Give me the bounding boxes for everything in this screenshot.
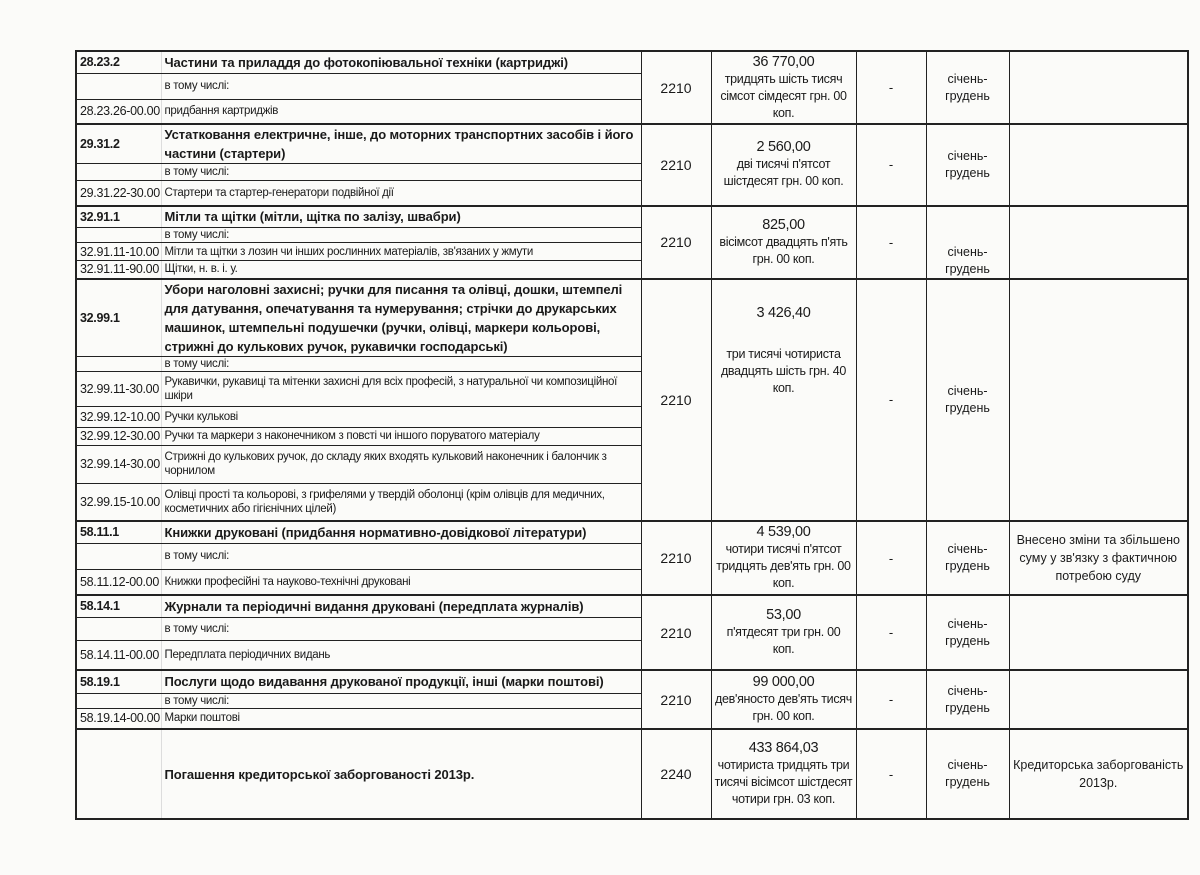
item-code: 32.91.1: [76, 206, 161, 228]
table-group-header-row: [76, 124, 1188, 164]
kekv-code: 2210: [641, 279, 711, 522]
item-description: в тому числі:: [161, 164, 641, 181]
table-group-header-row: [76, 206, 1188, 228]
kekv-code: 2210: [641, 124, 711, 206]
amount-cell: [711, 51, 856, 124]
amount-value: 2 560,00: [756, 139, 811, 156]
table-group-header-row: [76, 729, 1188, 819]
item-description: в тому числі:: [161, 356, 641, 371]
item-code: 58.19.1: [76, 670, 161, 693]
kekv-code: 2210: [641, 206, 711, 279]
note-cell: Внесено зміни та збільшено суму у зв'язку з фактичною потребою суду: [1009, 521, 1188, 595]
amount-in-words: п'ятдесят три грн. 00 коп.: [726, 625, 841, 656]
item-description: Стрижні до кулькових ручок, до складу яких входять кульковий наконечник і балончик з чорнилом: [161, 445, 641, 483]
item-code: [76, 356, 161, 371]
procedure-dash: -: [856, 279, 926, 522]
note-cell: [1009, 124, 1188, 206]
item-description: в тому числі:: [161, 73, 641, 99]
period-cell: січень-грудень: [926, 279, 1009, 522]
item-description: Книжки професійні та науково-технічні друковані: [161, 569, 641, 595]
note-cell: Кредиторська заборгованість 2013р.: [1009, 729, 1188, 819]
item-code: 58.14.1: [76, 595, 161, 617]
table-group-header-row: [76, 521, 1188, 543]
item-description: Ручки кулькові: [161, 406, 641, 427]
note-cell: [1009, 206, 1188, 279]
amount-in-words: дев'яносто дев'ять тисяч грн. 00 коп.: [715, 692, 852, 723]
note-cell: [1009, 279, 1188, 522]
item-description: Частини та приладдя до фотокопіювальної техніки (картриджі): [161, 51, 641, 73]
item-description: Мітли та щітки з лозин чи інших рослинних матеріалів, зв'язаних у жмути: [161, 243, 641, 261]
item-code: 58.14.11-00.00: [76, 640, 161, 670]
item-code: 32.99.14-30.00: [76, 445, 161, 483]
item-code: 58.11.12-00.00: [76, 569, 161, 595]
procedure-dash: -: [856, 670, 926, 729]
amount-cell: [711, 670, 856, 729]
item-code: 32.99.12-30.00: [76, 427, 161, 445]
kekv-code: 2210: [641, 670, 711, 729]
item-description: придбання картриджів: [161, 99, 641, 124]
period-cell: січень-грудень: [926, 124, 1009, 206]
procedure-dash: -: [856, 206, 926, 279]
amount-in-words: тридцять шість тисяч сімсот сімдесят грн. 00 коп.: [720, 71, 847, 120]
item-description: Убори наголовні захисні; ручки для писання та олівці, дошки, штемпелі для датування, опечатування та нумерування; стрічки до друкарських машинок, штемпельні подушечки (ручки, олівці, маркери кольорові, стрижні до кулькових ручок, рукавички господарські): [161, 279, 641, 357]
item-code: 32.91.11-90.00: [76, 261, 161, 279]
amount-value: 4 539,00: [756, 524, 811, 540]
item-code: 32.99.12-10.00: [76, 406, 161, 427]
item-description: Олівці прості та кольорові, з грифелями у твердій оболонці (крім олівців для медичних, косметичних або гігієнічних цілей): [161, 483, 641, 521]
amount-cell: [711, 206, 856, 279]
item-code: 32.99.1: [76, 279, 161, 357]
note-cell: [1009, 51, 1188, 124]
amount-value: 36 770,00: [752, 53, 815, 70]
item-code: [76, 617, 161, 640]
item-code: [76, 73, 161, 99]
amount-cell: [711, 521, 856, 595]
table-group-header-row: [76, 670, 1188, 693]
procedure-dash: -: [856, 729, 926, 819]
amount-in-words: чотири тисячі п'ятсот тридцять дев'ять грн. 00 коп.: [716, 542, 851, 590]
period-cell: січень-грудень: [926, 521, 1009, 595]
period-cell: січень-грудень: [926, 206, 1009, 279]
item-code: 28.23.2: [76, 51, 161, 73]
item-description: Журнали та періодичні видання друковані (передплата журналів): [161, 595, 641, 617]
item-code: [76, 228, 161, 243]
table-group-header-row: [76, 51, 1188, 73]
amount-value: 433 864,03: [748, 740, 819, 756]
amount-in-words: дві тисячі п'ятсот шістдесят грн. 00 коп.: [723, 157, 844, 189]
amount-cell: [711, 595, 856, 670]
item-description: Стартери та стартер-генератори подвійної дії: [161, 181, 641, 206]
item-description: Погашення кредиторської заборгованості 2013р.: [161, 729, 641, 819]
item-description: Послуги щодо видавання друкованої продукції, інші (марки поштові): [161, 670, 641, 693]
procedure-dash: -: [856, 595, 926, 670]
amount-value: 825,00: [762, 216, 805, 233]
amount-value: 3 426,40: [756, 304, 811, 321]
item-code: [76, 693, 161, 708]
amount-in-words: чотириста тридцять три тисячі вісімсот шістдесят чотири грн. 03 коп.: [714, 758, 853, 806]
item-code: 29.31.2: [76, 124, 161, 164]
item-code: 32.99.11-30.00: [76, 371, 161, 406]
item-description: Передплата періодичних видань: [161, 640, 641, 670]
item-code: [76, 164, 161, 181]
item-code: [76, 729, 161, 819]
item-description: Щітки, н. в. і. у.: [161, 261, 641, 279]
kekv-code: 2210: [641, 51, 711, 124]
procedure-dash: -: [856, 124, 926, 206]
item-description: в тому числі:: [161, 228, 641, 243]
item-description: Ручки та маркери з наконечником з повсті чи іншого поруватого матеріалу: [161, 427, 641, 445]
item-description: в тому числі:: [161, 617, 641, 640]
item-code: 32.91.11-10.00: [76, 243, 161, 261]
item-description: в тому числі:: [161, 543, 641, 569]
period-cell: січень-грудень: [926, 670, 1009, 729]
item-code: 29.31.22-30.00: [76, 181, 161, 206]
table-group-header-row: [76, 595, 1188, 617]
procedure-dash: -: [856, 521, 926, 595]
procurement-plan-table: [75, 50, 1189, 820]
note-cell: [1009, 595, 1188, 670]
amount-value: 99 000,00: [752, 674, 815, 690]
period-cell: січень-грудень: [926, 595, 1009, 670]
item-description: в тому числі:: [161, 693, 641, 708]
note-cell: [1009, 670, 1188, 729]
item-code: [76, 543, 161, 569]
amount-cell: [711, 124, 856, 206]
amount-in-words: три тисячі чотириста двадцять шість грн. 40 коп.: [720, 346, 847, 395]
period-cell: січень-грудень: [926, 729, 1009, 819]
amount-in-words: вісімсот двадцять п'ять грн. 00 коп.: [719, 234, 848, 266]
item-code: 28.23.26-00.00: [76, 99, 161, 124]
kekv-code: 2210: [641, 521, 711, 595]
amount-value: 53,00: [766, 607, 801, 623]
item-description: Рукавички, рукавиці та мітенки захисні для всіх професій, з натуральної чи композиційної шкіри: [161, 371, 641, 406]
item-description: Марки поштові: [161, 708, 641, 729]
procedure-dash: -: [856, 51, 926, 124]
amount-cell: [711, 729, 856, 819]
item-code: 58.19.14-00.00: [76, 708, 161, 729]
item-code: 32.99.15-10.00: [76, 483, 161, 521]
item-description: Книжки друковані (придбання нормативно-довідкової літератури): [161, 521, 641, 543]
kekv-code: 2240: [641, 729, 711, 819]
item-description: Устатковання електричне, інше, до моторних транспортних засобів і його частини (стартери): [161, 124, 641, 164]
item-code: 58.11.1: [76, 521, 161, 543]
kekv-code: 2210: [641, 595, 711, 670]
period-cell: січень-грудень: [926, 51, 1009, 124]
item-description: Мітли та щітки (мітли, щітка по залізу, швабри): [161, 206, 641, 228]
table-group-header-row: [76, 279, 1188, 357]
amount-cell: [711, 279, 856, 522]
